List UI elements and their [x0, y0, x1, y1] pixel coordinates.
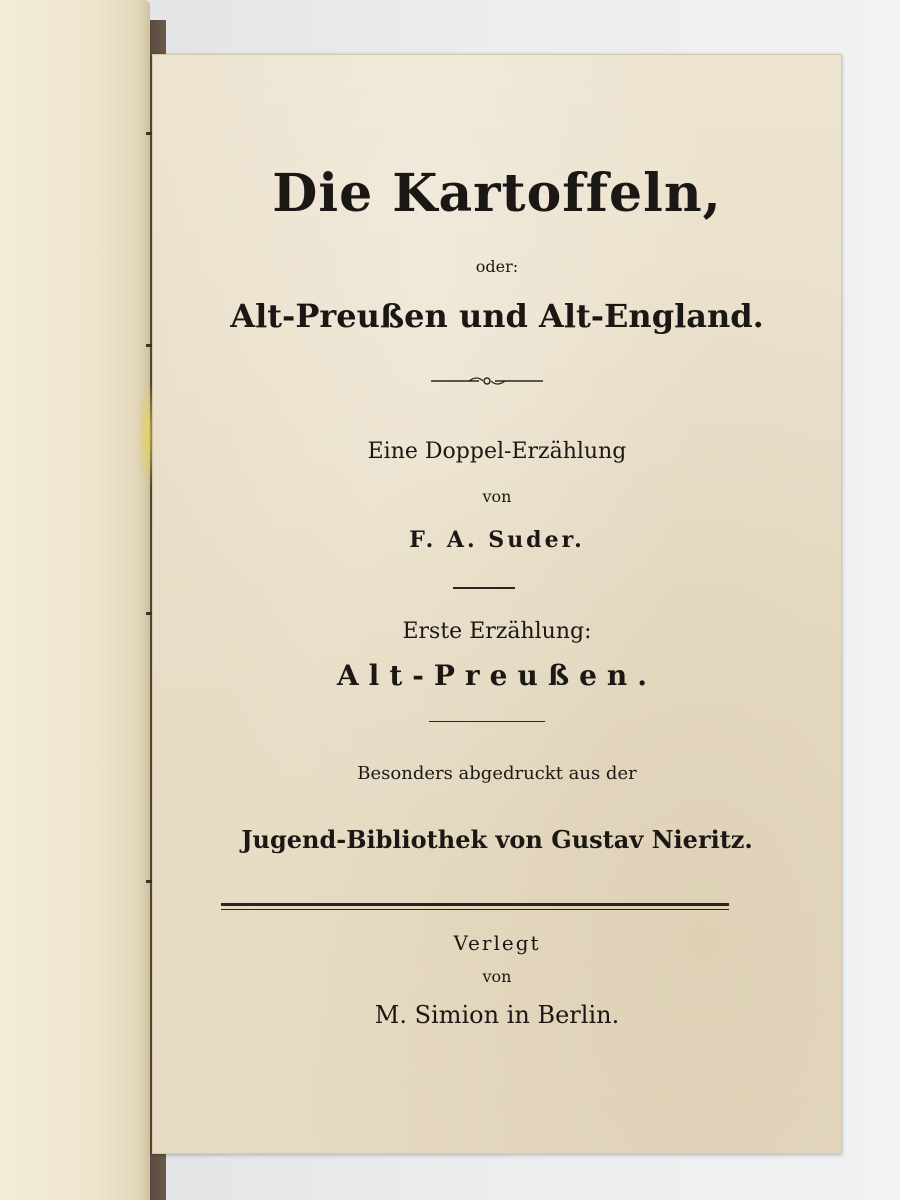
part-title: Alt-Preußen.: [336, 659, 658, 692]
genre-line: Eine Doppel-Erzählung: [367, 439, 627, 464]
publisher-name: M. Simion in Berlin.: [374, 1001, 620, 1029]
book-title: Die Kartoffeln,: [272, 163, 722, 224]
thin-rule: [429, 721, 545, 722]
series-name: Jugend-Bibliothek von Gustav Nieritz.: [241, 825, 753, 854]
reprint-note: Besonders abgedruckt aus der: [357, 763, 637, 784]
ornament-divider: [429, 373, 545, 389]
von-label: von: [482, 487, 512, 506]
title-page: [152, 54, 842, 1154]
author-name: F. A. Suder.: [409, 527, 585, 553]
publisher-von-label: von: [482, 967, 512, 986]
thick-rule: [221, 903, 729, 906]
book-subtitle: Alt-Preußen und Alt-England.: [230, 297, 764, 335]
part-label: Erste Erzählung:: [402, 619, 592, 644]
left-facing-page: [0, 0, 150, 1200]
oder-label: oder:: [475, 257, 519, 276]
short-rule: [453, 587, 515, 589]
verlegt-label: Verlegt: [453, 931, 541, 955]
thin-double-rule: [221, 909, 729, 910]
